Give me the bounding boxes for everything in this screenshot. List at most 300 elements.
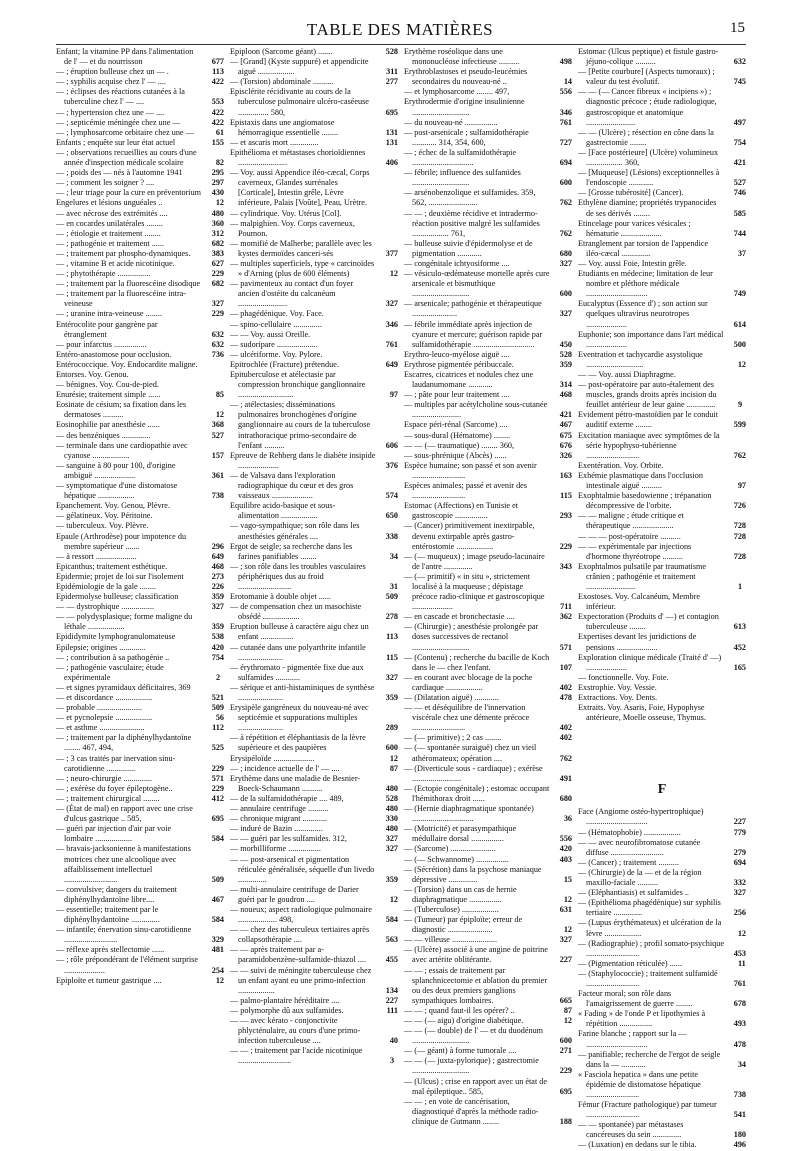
index-entry-text: — ; traitement par phospho-dynamiques. (56, 249, 190, 258)
index-entry-page: 541 (742, 1110, 746, 1120)
index-entry (230, 370, 398, 400)
index-entry-text: — ; traitement chirurgical ........ (56, 794, 160, 803)
index-entry (230, 885, 398, 905)
index-entry (404, 945, 572, 965)
index-entry-text: — tuberculeux. Voy. Plèvre. (56, 521, 148, 530)
index-entry-page: 165 (742, 663, 746, 673)
index-entry (230, 521, 398, 541)
index-entry-text: Episclérite récidivante au cours de la tuberculose pulmonaire ulcéro-caséeuse ............... 580, (230, 87, 369, 116)
index-entry (578, 1140, 746, 1150)
index-entry-text: — (Cancer) primitivement inextirpable, devenu extirpable après gastro-entérostomie .................. (404, 521, 535, 550)
index-entry-text: — (Radiographie) ; profil somato-psychique .......................... (578, 939, 724, 958)
index-entry-text: — vésiculo-œdémateuse mortelle après cure arsenicale et bismuthique ............................ (404, 269, 550, 298)
index-entry-text: Eosinophilie par anesthésie ...... (56, 420, 160, 429)
index-entry-text: — ; septicémie méningée chez une — (56, 118, 181, 127)
index-entry-text: — multiples superficiels, type « carcinoïdes » d'Arning (plus de 600 éléments) (230, 259, 374, 278)
index-entry-page: 452 (742, 643, 746, 653)
index-entry-page: 254 (220, 966, 224, 976)
index-entry (578, 1009, 746, 1029)
index-entry (56, 441, 224, 461)
index-entry-page: 746 (742, 188, 746, 198)
index-entry (404, 653, 572, 673)
index-entry-text: — [Muqueuse] (Lésions) exceptionnelles à l'endoscopie ............ (578, 168, 719, 187)
index-entry-text: Etincelage pour varices vésicales ; hématurie .................... (578, 219, 691, 238)
index-entry (56, 320, 224, 340)
index-entry-text: Epiploïte et tumeur gastrique .... (56, 976, 162, 985)
index-entry-page: 632 (742, 57, 746, 67)
index-entry-text: — (Ulcère) associé à une angine de poitrine avec artérite oblitérante. (404, 945, 548, 964)
index-entry (56, 360, 224, 370)
index-entry (578, 168, 746, 188)
index-entry-text: — (— muqueux) ; image pseudo-lacunaire de l'antre .............. (404, 552, 545, 571)
index-entry (404, 1097, 572, 1127)
index-entry-text: — et pycnolepsie .................. (56, 713, 152, 722)
index-entry-page: 480 (220, 209, 224, 219)
index-entry-page: 744 (742, 229, 746, 239)
index-entry (404, 1006, 572, 1016)
index-entry (230, 451, 398, 471)
index-entry-text: — pour infarctus ................ (56, 340, 147, 349)
index-entry-text: Exstrophie. Voy. Vessie. (578, 683, 657, 692)
index-entry-page: 346 (568, 108, 572, 118)
index-entry-text: Eventration et tachycardie asystolique ............................ (578, 350, 703, 369)
index-entry (56, 693, 224, 703)
index-entry-text: — (— spontanée suraiguë) chez un vieil athéromateux; opération .... (404, 743, 536, 762)
index-entry (230, 350, 398, 360)
index-entry (578, 350, 746, 370)
index-entry-text: — morbilliforme ................ (230, 844, 321, 853)
index-entry (578, 673, 746, 683)
index-entry (404, 400, 572, 420)
index-entry-page: 779 (742, 828, 746, 838)
index-entry-page: 430 (220, 188, 224, 198)
index-entry-text: — bravais-jacksonienne à manifestations motrices chez une alcoolique avec affaiblissement intellectuel .......................... (56, 844, 191, 883)
index-entry-text: — érythromato - pigmentée fixe due aux sulfamides ............ (230, 663, 364, 682)
index-entry-text: — — polydysplasique; forme maligne du léthale .................. (56, 612, 192, 631)
index-entry (404, 239, 572, 259)
index-entry (404, 844, 572, 854)
index-entry-text: — de Valsava dans l'exploration radiographique du cœur et des gros vaisseaux .................... (230, 471, 353, 500)
index-entry-text: Espèces animales; passé et avenir des .......................... (404, 481, 527, 500)
index-entry-page: 327 (220, 299, 224, 309)
index-entry-page: 600 (568, 178, 572, 188)
index-entry (230, 562, 398, 592)
index-entry-text: — (Lupus érythémateux) et ulcération de la lèvre .................. (578, 918, 721, 937)
index-entry-page: 362 (568, 612, 572, 622)
index-entry-text: Epaule (Arthrodèse) pour impotence du membre supérieur ....... (56, 532, 186, 551)
index-entry (230, 966, 398, 996)
index-entry (578, 703, 746, 723)
index-entry-text: — ; leur triage pour la cure en préventorium (56, 188, 201, 197)
index-entry (578, 128, 746, 148)
index-entry-text: — malpighien. Voy. Corps caverneux, Poumon. (230, 219, 355, 238)
index-entry (230, 279, 398, 309)
index-entry-text: — terminale dans une cardiopathie avec cyanose .................. (56, 441, 188, 460)
index-entry (230, 138, 398, 148)
index-entry (230, 764, 398, 774)
index-entry (56, 643, 224, 653)
index-entry (230, 855, 398, 885)
index-entry-page: 726 (742, 501, 746, 511)
index-entry (230, 824, 398, 834)
index-entry (230, 592, 398, 602)
index-entry-text: — ; exérèse du foyer épileptogène.. (56, 784, 173, 793)
index-entry-text: — vago-sympathique; son rôle dans les anesthésies générales .... (230, 521, 359, 540)
index-entry-page: 468 (568, 390, 572, 400)
index-entry (230, 1016, 398, 1046)
index-entry-text: Excitation maniaque avec symptômes de la série hypophyso-tubérienne .......................... (578, 431, 720, 460)
index-entry-page: 455 (394, 955, 398, 965)
index-entry-page: 467 (568, 420, 572, 430)
index-entry-text: — (État de mal) en rapport avec une crise d'ulcus gastrique .. 585, (56, 804, 193, 823)
index-entry-page: 498 (568, 57, 572, 67)
index-entry (56, 501, 224, 511)
index-entry (404, 360, 572, 370)
index-entry-page: 293 (568, 511, 572, 521)
index-entry-page: 163 (568, 471, 572, 481)
index-entry-page: 695 (394, 108, 398, 118)
index-entry-text: Exophtalmie basedowienne ; trépanation décompressive de l'orbite. (578, 491, 711, 510)
index-entry-text: — gélatineux. Voy. Péritoine. (56, 511, 153, 520)
index-entry-text: — — ; essais de traitement par splanchnicectomie et ablation du premier ou des deux premiers ganglions sympathiques lombaires. (404, 966, 547, 1005)
index-entry-page: 343 (568, 562, 572, 572)
index-entry-page: 525 (220, 743, 224, 753)
index-entry-text: — (Sécrétion) dans la psychose maniaque dépressive .............. (404, 865, 542, 884)
index-entry-text: — (Ectopie congénitale) ; estomac occupant l'hémithorax droit ...... (404, 784, 549, 803)
index-entry (56, 885, 224, 905)
index-entry-page: 359 (220, 592, 224, 602)
index-entry-text: Entérococcique. Voy. Endocardite maligne. (56, 360, 198, 369)
index-entry (56, 481, 224, 501)
index-entry (578, 370, 746, 380)
index-entry (56, 239, 224, 249)
index-entry-page: 112 (220, 723, 224, 733)
index-entry-page: 677 (220, 57, 224, 67)
index-entry-text: — (Diverticule sous - cardiaque) ; exérèse ........................ (404, 764, 543, 783)
index-entry (230, 945, 398, 965)
index-entry (230, 118, 398, 138)
index-entry (404, 1056, 572, 1076)
index-entry-text: — ; hypertension chez une — .... (56, 108, 164, 117)
index-entry-page: 682 (220, 279, 224, 289)
index-entry-page: 359 (394, 875, 398, 885)
index-entry (230, 996, 398, 1006)
index-entry-page: 632 (220, 340, 224, 350)
index-entry-text: — (Ulcus) ; crise en rapport avec un état de mal épileptique.. 585, (404, 1077, 547, 1096)
index-entry-text: Erotomanie à double objet ...... (230, 592, 331, 601)
index-entry (404, 128, 572, 148)
index-entry (56, 390, 224, 400)
index-entry-page: 556 (568, 87, 572, 97)
index-entry (404, 299, 572, 319)
index-entry (56, 400, 224, 420)
index-entry-page: 585 (742, 209, 746, 219)
index-entry-page: 478 (742, 1040, 746, 1050)
index-entry-text: Exostoses. Voy. Calcanéum, Membre inférieur. (578, 592, 700, 611)
index-entry-page: 649 (394, 360, 398, 370)
index-entry (56, 168, 224, 178)
index-entry-text: — cylindrique. Voy. Utérus [Col]. (230, 209, 341, 218)
index-entry-text: — — (— Cancer fibreux « incipiens ») ; diagnostic précoce ; étude radiologique, gastroscopique et anatomique ........................ (578, 87, 717, 126)
index-entry (230, 703, 398, 733)
index-column-3 (404, 47, 572, 1072)
index-entry (230, 905, 398, 925)
index-entry (578, 653, 746, 673)
index-entry (404, 784, 572, 804)
index-entry-text: Fémur (Fracture pathologique) par tumeur .......................... (578, 1100, 717, 1119)
index-entry-page: 500 (742, 340, 746, 350)
index-entry-page: 111 (395, 1006, 398, 1016)
index-entry (230, 209, 398, 219)
index-entry (56, 804, 224, 824)
index-entry-text: — (— géant) à forme tumorale .... (404, 1046, 516, 1055)
index-entry (578, 67, 746, 87)
index-entry-page: 761 (742, 979, 746, 989)
index-entry-text: — en cascade et bronchectasie .... (404, 612, 515, 621)
index-entry (230, 622, 398, 642)
index-entry-text: — — maligne ; étude critique et thérapeutique .................... (578, 511, 684, 530)
index-entry (578, 148, 746, 168)
index-entry-page: 480 (394, 824, 398, 834)
index-entry-text: Farine blanche ; rapport sur la — .............................. (578, 1029, 687, 1048)
index-entry-text: Erythrodermie d'origine insulinienne ............................ (404, 97, 525, 116)
index-entry (56, 249, 224, 259)
index-entry-text: — — expérimentale par injections d'hormone thyréotrope .......... (578, 542, 691, 561)
index-entry-page: 115 (568, 491, 572, 501)
index-entry-page: 359 (568, 360, 572, 370)
index-entry (56, 733, 224, 753)
index-entry-page: 229 (220, 309, 224, 319)
index-entry (56, 148, 224, 168)
index-entry-text: Epidermolyse bulleuse; classification (56, 592, 178, 601)
index-entry-page: 157 (220, 451, 224, 461)
index-entry-page: 383 (220, 249, 224, 259)
index-entry-text: Eosinate de césium; sa fixation dans les dermatoses .......... (56, 400, 186, 419)
index-entry-text: Extraits. Voy. Asaris, Foie, Hypophyse antérieure, Moelle osseuse, Thymus. (578, 703, 706, 722)
index-entry-text: Enfants ; enquête sur leur état actuel (56, 138, 175, 147)
index-entry (578, 511, 746, 531)
index-entry-text: Epilepsie; origines ............. (56, 643, 146, 652)
index-entry (230, 47, 398, 57)
index-entry-text: — (Tumeur) par épiploïte; erreur de diagnostic ...................... (404, 915, 522, 934)
index-entry-text: — arsénobenzolique et sulfamides. 359, 562, ........................ (404, 188, 535, 207)
index-entry (230, 400, 398, 450)
index-entry-text: Erythroblastoses et pseudo-leucémies secondaires du nouveau-né .. (404, 67, 527, 86)
index-entry-page: 665 (568, 996, 572, 1006)
index-entry-text: — sous-dural (Hématome) ........ (404, 431, 510, 440)
index-entry-text: — probable ...................... (56, 703, 142, 712)
index-entry-text: Epistaxis dans une angiomatose hémorragique essentielle ........ (230, 118, 338, 137)
index-entry-page: 599 (742, 420, 746, 430)
index-entry (404, 552, 572, 572)
index-entry-text: — ; lymphosarcome orbitaire chez une — (56, 128, 194, 137)
index-entry (404, 269, 572, 299)
index-entry-page: 727 (568, 138, 572, 148)
index-entry-page: 311 (394, 67, 398, 77)
index-entry-page: 695 (568, 1087, 572, 1097)
index-entry-page: 762 (568, 198, 572, 208)
index-entry (230, 834, 398, 844)
index-entry-text: — de la sulfamidothérapie .... 489, (230, 794, 344, 803)
index-entry-text: — — (— aigu) d'origine diabétique. (404, 1016, 523, 1025)
index-entry-text: — et lymphosarcome ........ 497, (404, 87, 509, 96)
index-entry-text: Expertises devant les juridictions de pensions .................... (578, 632, 696, 651)
index-entry-page: 279 (742, 848, 746, 858)
index-entry-text: — , vitamine B et acide nicotinique. (56, 259, 175, 268)
index-entry-page: 480 (394, 804, 398, 814)
index-entry-page: 326 (568, 451, 572, 461)
index-entry-page: 359 (220, 622, 224, 632)
index-entry-text: — multi-annulaire centrifuge de Darier guéri par le goudron .... (230, 885, 359, 904)
index-entry (56, 259, 224, 269)
index-entry (404, 320, 572, 350)
index-entry-text: Erythrose pigmentée péribuccale. (404, 360, 514, 369)
index-entry (56, 289, 224, 309)
index-entry (404, 461, 572, 481)
index-entry-text: Erythème dans une maladie de Besnier-Boeck-Schaumann .......... (230, 774, 360, 793)
index-entry-page: 277 (394, 77, 398, 87)
index-entry-page: 450 (568, 340, 572, 350)
index-entry (578, 1100, 746, 1120)
index-entry-text: — ; traitement par la fluorescéine disodique (56, 279, 200, 288)
index-entry-page: 289 (394, 723, 398, 733)
index-entry-text: — — Voy. aussi Oreille. (230, 330, 310, 339)
index-entry-text: — — Voy. aussi Diaphragme. (578, 370, 676, 379)
index-entry-text: — (Tuberculose) .................. (404, 905, 499, 914)
index-entry-text: — ; phytothérapie ................ (56, 269, 150, 278)
index-entry-page: 528 (394, 794, 398, 804)
index-entry (404, 673, 572, 693)
index-entry (230, 360, 398, 370)
index-entry-page: 762 (568, 754, 572, 764)
index-entry-text: — — avec neurofibromatose cutanée diffuse .......................... (578, 838, 700, 857)
index-entry-text: — pavimenteux au contact d'un foyer ancien d'ostéite du calcanéum ........................ (230, 279, 353, 308)
index-entry-page: 584 (394, 915, 398, 925)
index-entry (56, 209, 224, 219)
index-entry-text: — [Petite courbure] (Aspects tumoraux) ; valeur du test évolutif. (578, 67, 715, 86)
index-entry-page: 327 (394, 299, 398, 309)
header-rule (56, 44, 746, 45)
index-entry (404, 915, 572, 935)
index-entry (578, 969, 746, 989)
index-entry-page: 361 (220, 471, 224, 481)
index-entry-text: Epicanthus; traitement esthétique. (56, 562, 167, 571)
index-entry (578, 858, 746, 868)
index-entry-text: — [Grand] (Kyste suppuré) et appendicite aiguë .................. (230, 57, 368, 76)
index-entry (56, 128, 224, 138)
index-entry-text: — en cocardes unilatérales ........ (56, 219, 163, 228)
index-entry (230, 259, 398, 279)
index-entry (404, 87, 572, 97)
index-entry-text: — ; rôle prépondérant de l'élément surprise .................... (56, 955, 198, 974)
index-entry-text: — — villeuse ...................... (404, 935, 497, 944)
index-entry-text: — (Dilatation aiguë) ............ (404, 693, 499, 702)
index-entry (578, 410, 746, 430)
index-entry (578, 269, 746, 299)
index-entry (56, 47, 224, 67)
index-entry-text: — Voy. aussi Foie, Intestin grêle. (578, 259, 687, 268)
index-entry-page: 402 (568, 723, 572, 733)
index-entry-text: — à répétition et éléphantiasis de la lèvre supérieure et des paupières (230, 733, 366, 752)
index-entry-text: — post-opératoire par auto-étalement des muscles, grands droits après incision du feuillet antérieur de leur gaine .............. (578, 380, 717, 409)
index-entry-text: — ulcériforme. Voy. Pylore. (230, 350, 322, 359)
index-entry-page: 338 (394, 532, 398, 542)
index-entry-page: 528 (568, 350, 572, 360)
index-entry-page: 509 (220, 875, 224, 885)
index-entry-page: 509 (220, 703, 224, 713)
index-entry-page: 678 (742, 999, 746, 1009)
index-entry-text: — ; contribution à sa pathogénie .. (56, 653, 169, 662)
index-entry-page: 650 (394, 511, 398, 521)
index-column-2 (230, 47, 398, 1072)
index-entry-text: — [Grosse tubérosité] (Cancer). (578, 188, 684, 197)
index-entry (578, 989, 746, 1009)
index-entry-text: — [Face postérieure] (Ulcère) volumineux .................. 360, (578, 148, 718, 167)
index-entry-text: — ; éruption bulleuse chez un — . (56, 67, 169, 76)
index-entry-page: 327 (568, 309, 572, 319)
index-entry-page: 155 (220, 138, 224, 148)
index-entry-page: 368 (220, 420, 224, 430)
index-entry (230, 320, 398, 330)
index-entry-page: 278 (394, 612, 398, 622)
index-entry-page: 327 (394, 844, 398, 854)
index-entry (56, 461, 224, 481)
index-entry (56, 653, 224, 663)
index-entry (56, 309, 224, 319)
index-entry (404, 1046, 572, 1056)
index-entry (230, 309, 398, 319)
index-entry-text: — en courant avec blocage de la poche cardiaque .................. (404, 673, 532, 692)
index-entry-page: 745 (742, 77, 746, 87)
index-entry-page: 420 (568, 844, 572, 854)
index-entry: Exophtalmos pulsatile par traumatisme crânien ; pathogénie et traitement ........................ 1 (578, 562, 746, 592)
index-entry-text: — ; échec de la sulfamidothérapie .............................. (404, 148, 516, 167)
index-entry-text: — — ; traitement par l'acide nicotinique .......................... (230, 1046, 362, 1065)
index-entry (404, 743, 572, 763)
index-entry-text: — — et déséquilibre de l'innervation viscérale chez une démente précoce .......................... (404, 703, 529, 732)
index-entry-page: 584 (220, 834, 224, 844)
index-entry (56, 521, 224, 531)
index-entry (56, 340, 224, 350)
index-entry-page: 134 (394, 986, 398, 996)
index-entry-text: — — après traitement par a-paramidobenzène-sulfamide-thiazol .... (230, 945, 366, 964)
index-entry-text: — sanguine à 80 pour 100, d'origine ambiguë .................... (56, 461, 176, 480)
index-entry-page: 297 (220, 178, 224, 188)
index-entry (578, 542, 746, 562)
index-entry (230, 814, 398, 824)
index-entry-page: 403 (568, 855, 572, 865)
index-entry-page: 600 (568, 289, 572, 299)
index-entry (56, 723, 224, 733)
index-entry (56, 774, 224, 784)
index-entry (56, 350, 224, 360)
index-entry (578, 299, 746, 329)
index-entry (230, 663, 398, 683)
index-entry (404, 885, 572, 905)
index-entry-page: 521 (220, 693, 224, 703)
index-entry (230, 844, 398, 854)
index-entry-page: 113 (220, 67, 224, 77)
index-entry-text: — multiples par acétylcholine sous-cutanée ........................ (404, 400, 547, 419)
index-entry-text: — (Torsion) dans un cas de hernie diaphragmatique ................ (404, 885, 517, 904)
index-entry (404, 350, 572, 360)
index-entry-text: — ; étiologie et traitement ........ (56, 229, 161, 238)
index-entry (578, 838, 746, 858)
index-entry-page: 631 (568, 905, 572, 915)
page-header (0, 20, 800, 42)
index-entry-page: 107 (568, 663, 572, 673)
index-entry-text: — induré de Bazin .............. (230, 824, 323, 833)
